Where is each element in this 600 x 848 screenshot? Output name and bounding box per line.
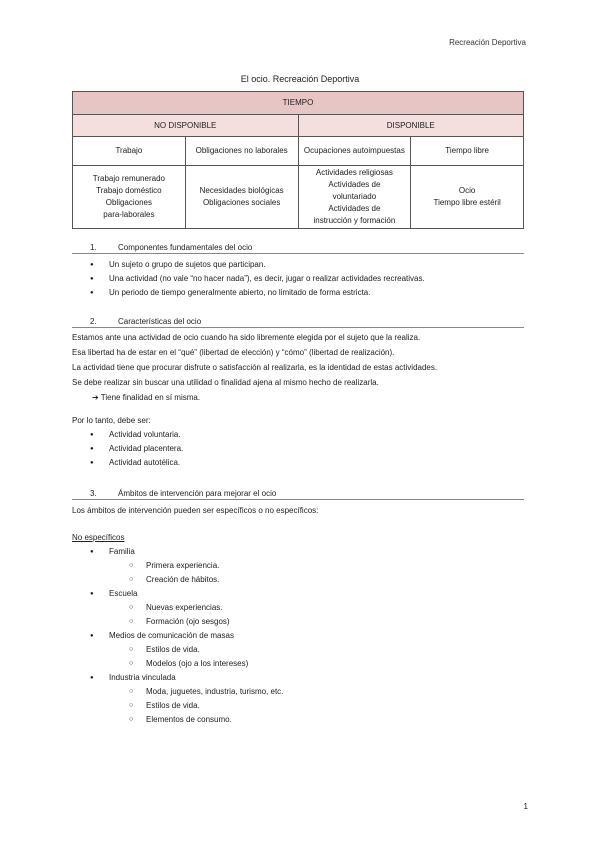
list-item: ● Actividad placentera.: [72, 442, 524, 456]
bullet-list: [72, 545, 524, 559]
cell-line: voluntariado: [332, 192, 377, 201]
cell-line: Actividades de: [328, 204, 381, 213]
section-title: Características del ocio: [118, 317, 202, 326]
sub-bullet-list: [72, 685, 524, 727]
table-cell-ocupaciones: [298, 166, 411, 229]
sub-list-item: ○ Moda, juguetes, industria, turismo, etc.: [72, 685, 524, 699]
section-ambitos: [72, 486, 524, 727]
table-header-tiempo: TIEMPO: [73, 92, 524, 115]
bullet-list: [72, 587, 524, 601]
cell-line: Obligaciones sociales: [202, 198, 281, 207]
running-header: Recreación Deportiva: [449, 38, 526, 47]
sub-list-item: ○ Elementos de consumo.: [72, 713, 524, 727]
section-heading: [72, 240, 524, 254]
sub-list-item: ○ Estilos de vida.: [72, 699, 524, 713]
bullet-list: [72, 258, 524, 300]
sub-list-item: ○ Creación de hábitos.: [72, 573, 524, 587]
page-number: 1: [523, 802, 528, 811]
list-item: ● Un sujeto o grupo de sujetos que participan.: [72, 258, 524, 272]
list-item-familia: ● Familia: [72, 545, 524, 559]
cell-line: Actividades de: [328, 180, 381, 189]
table-group-disponible: DISPONIBLE: [298, 115, 524, 137]
section-number: 2.: [90, 317, 97, 326]
list-item: ● Una actividad (no vale “no hacer nada”), es decir, jugar o realizar actividades recreativas.: [72, 272, 524, 286]
table-group-no-disponible: NO DISPONIBLE: [73, 115, 299, 137]
list-item-industria: ● Industria vinculada: [72, 671, 524, 685]
bullet-list: [72, 629, 524, 643]
cell-line: Necesidades biológicas: [199, 186, 284, 195]
table-cell-obligaciones: [185, 166, 298, 229]
list-item: ● Actividad voluntaria.: [72, 428, 524, 442]
column-header: Obligaciones no laborales: [185, 137, 298, 166]
cell-line: Obligaciones: [105, 198, 152, 207]
subheading: No específicos: [72, 533, 125, 542]
bullet-list: [72, 671, 524, 685]
sub-bullet-list: [72, 643, 524, 671]
paragraph-line: La actividad tiene que procurar disfrute o satisfacción al realizarla, es la identidad de estas actividades.: [72, 363, 438, 372]
table-cell-tiempo-libre: [411, 166, 524, 229]
section-title: Componentes fundamentales del ocio: [118, 243, 253, 252]
paragraph-line: Estamos ante una actividad de ocio cuando ha sido libremente elegida por el sujeto que la realiza.: [72, 333, 421, 342]
paragraph-line: Esa libertad ha de estar en el “qué” (libertad de elección) y “cómo” (libertad de realización).: [72, 348, 395, 357]
sub-list-item: ○ Nuevas experiencias.: [72, 601, 524, 615]
bullet-list: [72, 428, 524, 470]
cell-line: para-laborales: [103, 210, 155, 219]
arrow-item: ➔ Tiene finalidad en sí misma.: [92, 393, 201, 402]
column-header: Ocupaciones autoimpuestas: [298, 137, 411, 166]
list-item: ● Actividad autotélica.: [72, 456, 524, 470]
cell-line: Trabajo remunerado: [92, 174, 165, 183]
column-header: Tiempo libre: [411, 137, 524, 166]
sub-bullet-list: [72, 601, 524, 629]
table-cell-trabajo: [73, 166, 186, 229]
paragraph-line: Se debe realizar sin buscar una utilidad o finalidad ajena al mismo hecho de realizarla.: [72, 378, 379, 387]
sub-list-item: ○ Estilos de vida.: [72, 643, 524, 657]
column-header: Trabajo: [73, 137, 186, 166]
list-item: ● Un periodo de tiempo generalmente abierto, no limitado de forma estricta.: [72, 286, 524, 300]
list-item-escuela: ● Escuela: [72, 587, 524, 601]
paragraph-intro: Los ámbitos de intervención pueden ser específicos o no específicos:: [72, 506, 319, 515]
cell-line: Trabajo doméstico: [96, 186, 162, 195]
section-heading: [72, 314, 524, 328]
section-number: 3.: [90, 489, 97, 498]
cell-line: Ocio: [458, 186, 476, 195]
section-caracteristicas: [72, 314, 524, 470]
paragraph-intro: Por lo tanto, debe ser:: [72, 416, 151, 425]
cell-line: instrucción y formación: [313, 216, 396, 225]
section-heading: [72, 486, 524, 500]
section-title: Ámbitos de intervención para mejorar el ocio: [118, 489, 277, 498]
sub-bullet-list: [72, 559, 524, 587]
tiempo-table: [72, 91, 524, 229]
document-title: El ocio. Recreación Deportiva: [240, 74, 360, 84]
section-componentes: [72, 240, 524, 300]
cell-line: Actividades religiosas: [315, 168, 393, 177]
section-number: 1.: [90, 243, 97, 252]
sub-list-item: ○ Formación (ojo sesgos): [72, 615, 524, 629]
sub-list-item: ○ Modelos (ojo a los intereses): [72, 657, 524, 671]
list-item-medios: ● Medios de comunicación de masas: [72, 629, 524, 643]
cell-line: Tiempo libre estéril: [433, 198, 501, 207]
sub-list-item: ○ Primera experiencia.: [72, 559, 524, 573]
